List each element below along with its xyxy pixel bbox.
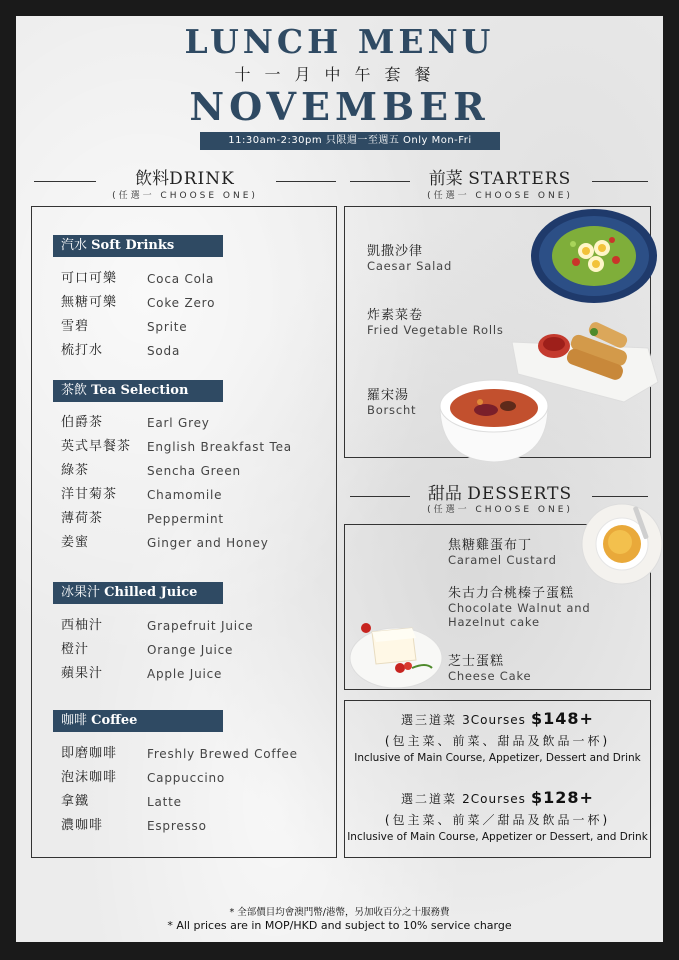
list-item [61,662,321,686]
desserts-rule-right [592,496,648,497]
starter-name-cn: 炸素菜卷 [367,308,424,323]
item-en: Cappuccino [147,771,226,785]
starter-item [367,384,416,417]
price-detail-cn: (包主菜、前菜、甜品及飲品一杯) [384,734,611,748]
desserts-heading [410,479,590,504]
item-cn: 英式早餐茶 [61,439,132,454]
price-option-2-courses [344,788,651,807]
category-label-en: Chilled Juice [104,585,198,600]
item-en: Orange Juice [147,643,234,657]
item-cn: 拿鐵 [61,794,90,809]
category-label-cn: 汽水 [61,238,88,253]
dessert-name-en: Caramel Custard [448,553,557,567]
caesar-salad-image [528,206,660,306]
item-en: Grapefruit Juice [147,619,254,633]
item-en: Sencha Green [147,464,241,478]
tea-list [61,411,321,555]
price-option-courses: 3Courses [462,713,526,727]
drink-heading [96,164,274,189]
item-en: Latte [147,795,182,809]
item-cn: 薄荷茶 [61,511,104,526]
juice-list [61,614,321,686]
item-en: Freshly Brewed Coffee [147,747,298,761]
item-cn: 梳打水 [61,343,104,358]
category-label-en: Tea Selection [91,383,189,398]
dessert-item [448,650,531,683]
starters-subtitle: (任選一 CHOOSE ONE) [427,191,573,201]
starter-name-en: Fried Vegetable Rolls [367,323,504,337]
price-detail-cn: (包主菜、前菜／甜品及飲品一杯) [384,813,611,827]
list-item [61,483,321,507]
starter-name-en: Caesar Salad [367,259,453,273]
category-label-en: Coffee [91,713,138,728]
footer-note-en: * All prices are in MOP/HKD and subject to 10% service charge [167,919,512,932]
dessert-item [448,582,606,629]
item-cn: 即磨咖啡 [61,746,118,761]
desserts-heading-en: DESSERTS [467,484,573,504]
list-item [61,814,321,838]
starter-name-cn: 羅宋湯 [367,388,410,403]
dessert-name-cn: 朱古力合桃榛子蛋糕 [448,586,575,601]
price-option-courses: 2Courses [462,792,526,806]
item-en: Coke Zero [147,296,216,310]
list-item [61,267,321,291]
drink-rule-left [34,181,96,182]
list-item [61,790,321,814]
list-item [61,742,321,766]
item-en: Earl Grey [147,416,210,430]
category-label-cn: 茶飲 [61,383,88,398]
starters-heading-cn: 前菜 [428,169,463,189]
price-detail-en: Inclusive of Main Course, Appetizer, Dessert and Drink [354,752,641,764]
starters-heading [410,164,590,189]
item-cn: 無糖可樂 [61,295,118,310]
footer-note-cn: * 全部價目均會澳門幣/港幣，另加收百分之十服務費 [229,907,450,918]
hours-banner: 11:30am-2:30pm 只限週一至週五 Only Mon-Fri [200,132,500,150]
category-coffee [53,710,223,732]
item-cn: 伯爵茶 [61,415,104,430]
dessert-name-en: Chocolate Walnut and Hazelnut cake [448,601,591,629]
menu-title: LUNCH MENU [184,22,495,61]
list-item [61,435,321,459]
item-en: Apple Juice [147,667,223,681]
dessert-item [448,534,557,567]
drink-subtitle: (任選一 CHOOSE ONE) [112,191,258,201]
item-cn: 泡沫咖啡 [61,770,118,785]
drink-heading-en: DRINK [169,169,235,189]
item-en: English Breakfast Tea [147,440,292,454]
caramel-custard-image [580,500,666,586]
starters-rule-left [350,181,410,182]
list-item [61,459,321,483]
item-cn: 洋甘菊茶 [61,487,118,502]
price-detail-en: Inclusive of Main Course, Appetizer or Dessert, and Drink [347,831,648,843]
starter-item [367,240,452,273]
price-value: $148+ [531,709,594,728]
item-en: Peppermint [147,512,224,526]
list-item [61,614,321,638]
coffee-list [61,742,321,838]
item-cn: 綠茶 [61,463,90,478]
starter-item [367,304,504,337]
borscht-image [436,374,552,466]
drink-heading-cn: 飲料 [135,169,170,189]
item-en: Soda [147,344,181,358]
starters-rule-right [592,181,648,182]
category-label-cn: 咖啡 [61,713,88,728]
dessert-name-cn: 芝士蛋糕 [448,654,505,669]
list-item [61,507,321,531]
item-cn: 可口可樂 [61,271,118,286]
desserts-subtitle: (任選一 CHOOSE ONE) [427,505,573,515]
price-option-cn: 選三道菜 [401,713,458,727]
list-item [61,291,321,315]
price-value: $128+ [531,788,594,807]
item-cn: 西柚汁 [61,618,104,633]
list-item [61,339,321,363]
list-item [61,766,321,790]
dessert-name-en: Cheese Cake [448,669,532,683]
category-label-cn: 冰果汁 [61,585,101,600]
list-item [61,638,321,662]
desserts-rule-left [350,496,410,497]
cheese-cake-image [346,608,444,690]
list-item [61,411,321,435]
list-item [61,531,321,555]
desserts-heading-cn: 甜品 [427,484,462,504]
category-label-en: Soft Drinks [91,238,175,253]
item-cn: 蘋果汁 [61,666,104,681]
price-option-3-courses [344,709,651,728]
starters-heading-en: STARTERS [468,169,572,189]
item-en: Ginger and Honey [147,536,269,550]
item-en: Chamomile [147,488,223,502]
item-en: Sprite [147,320,188,334]
price-option-cn: 選二道菜 [401,792,458,806]
item-cn: 雪碧 [61,319,90,334]
starter-name-en: Borscht [367,403,417,417]
month-title: NOVEMBER [189,84,490,129]
item-cn: 橙汁 [61,642,90,657]
item-en: Coca Cola [147,272,215,286]
category-soft-drinks [53,235,223,257]
list-item [61,315,321,339]
menu-title-chinese: 十一月中午套餐 [234,65,445,84]
drink-rule-right [276,181,336,182]
item-cn: 濃咖啡 [61,818,104,833]
category-chilled-juice [53,582,223,604]
starter-name-cn: 凱撒沙律 [367,244,424,259]
category-tea-selection [53,380,223,402]
dessert-name-cn: 焦糖雞蛋布丁 [448,538,533,553]
soft-drinks-list [61,267,321,363]
item-cn: 姜蜜 [61,535,90,550]
item-en: Espresso [147,819,207,833]
